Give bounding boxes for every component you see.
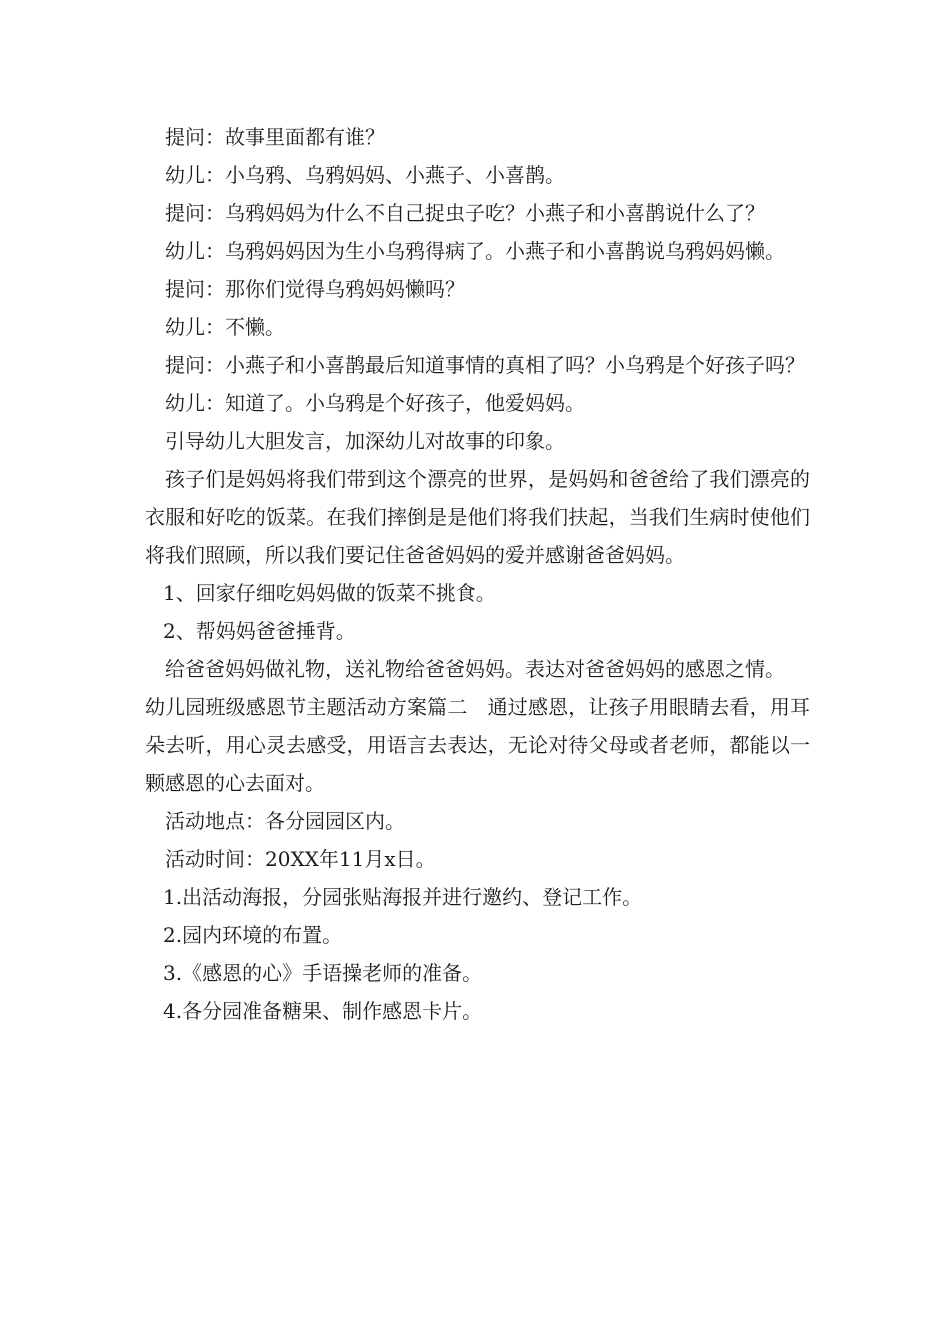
- list-item-homework-2: 2、帮妈妈爸爸捶背。: [163, 619, 356, 643]
- paragraph-location: 活动地点：各分园园区内。: [165, 809, 405, 833]
- paragraph-summary: 孩子们是妈妈将我们带到这个漂亮的世界，是妈妈和爸爸给了我们漂亮的衣服和好吃的饭菜。在我们摔倒是是他们将我们扶起，当我们生病时使他们将我们照顾，所以我们要记住爸爸妈妈的爱并感谢爸爸妈妈。: [145, 467, 810, 567]
- list-item-prep-1: 1.出活动海报，分园张贴海报并进行邀约、登记工作。: [163, 885, 643, 909]
- paragraph-question-3: 提问：那你们觉得乌鸦妈妈懒吗？: [165, 277, 465, 301]
- section-heading-plan-two: 幼儿园班级感恩节主题活动方案篇二 通过感恩，让孩子用眼睛去看，用耳朵去听，用心灵去感受，用语言去表达，无论对待父母或者老师，都能以一颗感恩的心去面对。: [145, 695, 810, 795]
- paragraph-question-4: 提问：小燕子和小喜鹊最后知道事情的真相了吗？小乌鸦是个好孩子吗？: [165, 353, 805, 377]
- list-item-homework-1: 1、回家仔细吃妈妈做的饭菜不挑食。: [163, 581, 496, 605]
- paragraph-guide: 引导幼儿大胆发言，加深幼儿对故事的印象。: [165, 429, 565, 453]
- paragraph-gift: 给爸爸妈妈做礼物，送礼物给爸爸妈妈。表达对爸爸妈妈的感恩之情。: [165, 657, 785, 681]
- paragraph-answer-4: 幼儿：知道了。小乌鸦是个好孩子，他爱妈妈。: [165, 391, 585, 415]
- paragraph-question-1: 提问：故事里面都有谁？: [165, 125, 385, 149]
- paragraph-answer-2: 幼儿：乌鸦妈妈因为生小乌鸦得病了。小燕子和小喜鹊说乌鸦妈妈懒。: [165, 239, 785, 263]
- paragraph-time: 活动时间：20XX年11月x日。: [165, 847, 436, 871]
- paragraph-answer-3: 幼儿：不懒。: [165, 315, 285, 339]
- list-item-prep-3: 3.《感恩的心》手语操老师的准备。: [163, 961, 483, 985]
- paragraph-answer-1: 幼儿：小乌鸦、乌鸦妈妈、小燕子、小喜鹊。: [165, 163, 565, 187]
- document-body: [145, 118, 810, 1030]
- list-item-prep-2: 2.园内环境的布置。: [163, 923, 343, 947]
- list-item-prep-4: 4.各分园准备糖果、制作感恩卡片。: [163, 999, 483, 1023]
- paragraph-question-2: 提问：乌鸦妈妈为什么不自己捉虫子吃？小燕子和小喜鹊说什么了？: [165, 201, 765, 225]
